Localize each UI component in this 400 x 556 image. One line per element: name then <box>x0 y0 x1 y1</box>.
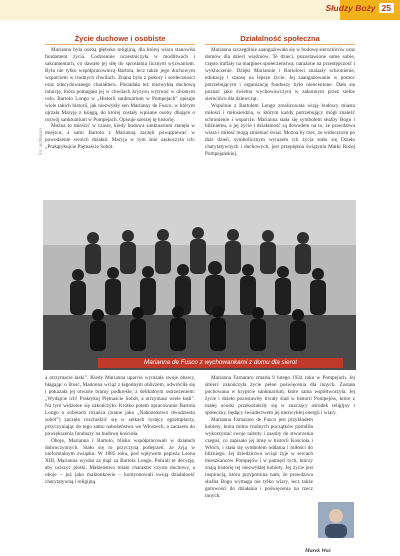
left-section-rule <box>45 44 195 45</box>
left-bottom-text <box>45 375 195 545</box>
left-section-title: Życie duchowe i osobiste <box>74 34 166 43</box>
group-photo <box>43 200 356 370</box>
left-top-paragraph-2: Można to mieścić w czasie, kiedy budowa sanktuarium stanęła w miejscu, a sami Bartolo z Marianną zaczęli powątpiewać w powodzenie swoich działań. Maryja w tym śnie zaskoczyła ich: „Prakątykujcie Piętnaście Sobót. <box>45 123 195 151</box>
left-bottom-paragraph-2: Oboje, Marianna i Bartolo, blisko współpracowali w działach dobroczynnych. Stało się to przyczyną podejrzeń, że żyją w nieformalnym związku. W 1885 roku, pod wpływem papieża Leona XIII, Marianna wyszła za mąż za Bartola Longo. Pobrali te decyzję, aby uciszyć plotki. Małżeństwo miało charakter czysto duchowy, a oboje – już jako małżonkowie – kontynuowali swoją działalność charytatywną i religijną. <box>45 437 195 486</box>
photo-icon <box>318 502 354 538</box>
right-top-paragraph-2: Wspólnie z Bartolem Longo zrealizowała wizję budowy miasta miłości i miłosierdzia, w którym każdy potrzebujący mógł znaleźć schronienie i wsparcie. Marianna stała się symbolem służby Bogu i bliźniemu, a jej życie i działalność są dowodem na to, że prawdziwa wiara i miłość mogą zmieniać świat. Można by rzec, że widocznym po dziś dzień, symbolicznym wyrazem ich życia stało się Dzieło charytatywnych i duchowych, jest przepiękna świątynia Matki Bożej Pompejańskiej. <box>205 102 355 158</box>
header-title: Słudzy Boży <box>325 3 376 13</box>
page-number: 25 <box>379 3 394 13</box>
left-top-paragraph-1: Marianna była osobą głęboko religijną, dla której wiara stanowiła fundament życia. Codziennie uczestniczyła w modlitwach i sakramentach, co dawało jej siłę do sprostania licznym wyzwaniom. Była nie tylko współpracownicą Bartola, lecz także jego duchowym wsparciem w trudnych chwilach. Znana była z pokory i serdeczności oraz zdecydowanego charakteru. Posiadała też niezwykłą duchową intuicję, która pomagała jej w chwilach kryzysu wytrwać w obranym celu. Bartolo Longo w „Historii sanktuarium w Pompejach” opisuje wiele takich historii, jak niezwykły sen Marianny de Fusco, w którym ujrzała Maryję z księgą, do której zostały wpisane osoby dbające o rozwój sanktuarium w Pompejach. Opisuje szerzej tę historię. <box>45 47 195 123</box>
right-section-rule <box>205 44 355 45</box>
author-name: Marek Woś <box>305 548 331 554</box>
right-bottom-paragraph-2: Marianna Farnararo de Fusco jest przykładem kobiety, która mimo trudnych początków potrafiła wykorzystać swoje talenty i zasoby do stworzenia czegoś, co zapisało jej imię w historii Kościoła i Włoch, i stała się symbolem oddania i miłości do bliźniego. Jej dziedzictwo wciąż żyje w sercach mieszkańców Pompejów i w pamięci tych, którzy znają historię tej niezwykłej kobiety. Jej życie jest inspiracją, która przypomina nam, że prawdziwa służba Bogu wymaga nie tylko wiary, lecz także gotowości do działania i poświęcenia na rzecz innych. <box>205 416 313 500</box>
left-top-text <box>45 47 195 197</box>
photo-credit: fot. archiwum <box>38 128 43 155</box>
group-photo-illustration <box>43 200 356 370</box>
right-section-title: Działalność społeczna <box>240 34 320 43</box>
page-header <box>325 3 394 13</box>
photo-caption: Marianna de Fusco z wychowankami z domu dla sierot <box>98 358 343 368</box>
right-top-paragraph-1: Marianna szczególnie zaangażowała się w budowę sierocińców oraz domów dla dzieci więźniów. Te dzieci, pozostawione same sobie, często trafiały na margines społeczeństwa, narażone na przestępczość i wykluczenie. Dzięki Mariannie i Bartolowi znalazły schronienie, edukację i szansę na lepsze życie. Jej zaangażowanie w pomoc potrzebującym i organizację funduszy było nieocenione. Dała się poznać jako świetna wychowawczyni w zakonnym przez siebie sierocińcu dla dziewcząt. <box>205 47 355 102</box>
right-top-text <box>205 47 355 197</box>
left-bottom-paragraph-1: a otrzymacie łaski”. Kiedy Marianna uparcie wyrażała swoje obawy, błagając o litość, Madonna wciąż z łagodnym obliczem, odwróciła się i pokazała jej otwarte bramy podkreśle, z delikatnym ostrzeżeniem: „Wydajcie ich! Praktykuj Piętnaście Sobót, a otrzymasz wiele łask”. Na tym widzenie się zakończyło. Krótko potem opracowanie Bartola Longo o sobotach różańca (znane jako „Nabożeństwo dwudziestu sobót”) zaczęło rozchodzić się w setkach tysięcy egzemplarzy, przyczyniając do tego samo nabożeństwa we Włoszech, a zarazem do powiększenia funduszy na budowę kościoła. <box>45 375 195 437</box>
author-photo <box>318 502 354 538</box>
right-bottom-paragraph-1: Marianna Farnararo zmarła 9 lutego 1924 roku w Pompejach. Jej śmierć zakończyła życie pełne poświęcenia dla innych. Została pochowana w kryptcie sanktuarium, które sama współtworzyła. Jej życie i dzieło pozostawiły trwały ślad w historii Pompejów, które z małej wioski przekształciły się w znaczący ośrodek religijny i społeczny, będący świadectwem jej niezwykłej energii i wiary. <box>205 375 355 416</box>
